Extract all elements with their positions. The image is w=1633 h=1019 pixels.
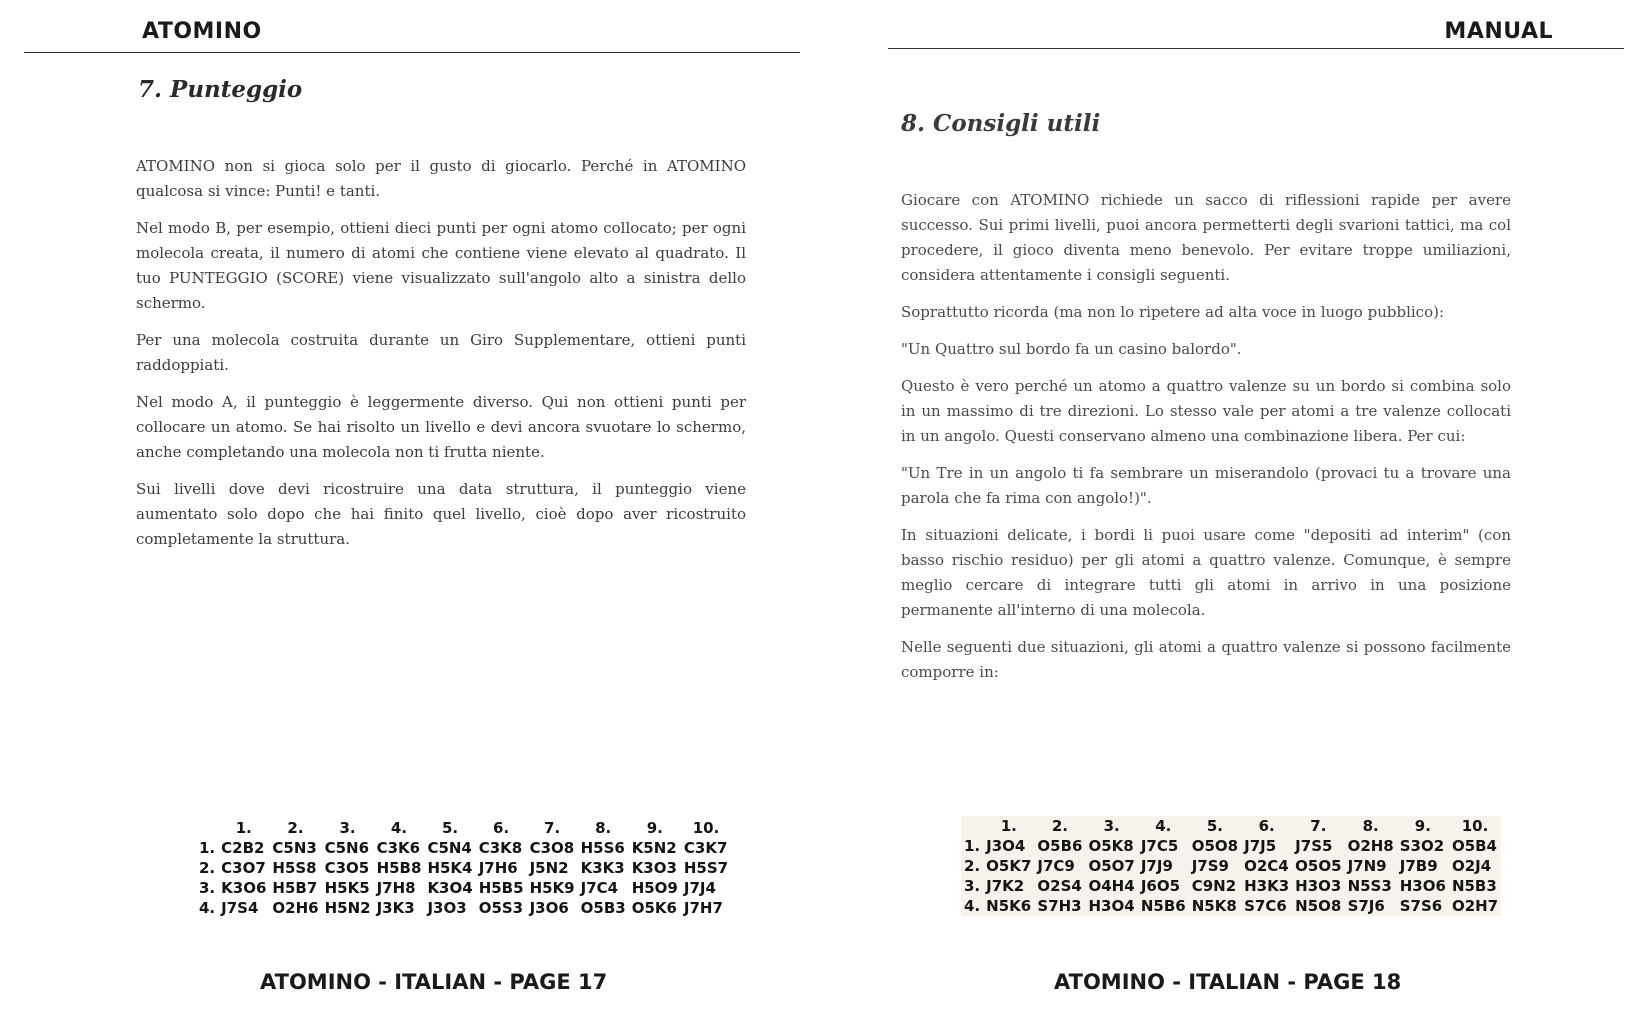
table-row bbox=[961, 836, 1501, 856]
level-code: J7C5 bbox=[1140, 837, 1179, 855]
column-header: 9. bbox=[646, 819, 663, 837]
table-row bbox=[196, 858, 731, 878]
column-header: 6. bbox=[493, 819, 510, 837]
level-code: J7S5 bbox=[1295, 837, 1333, 855]
level-code: N5K6 bbox=[986, 897, 1032, 915]
page-footer: ATOMINO - ITALIAN - PAGE 18 bbox=[1054, 970, 1402, 994]
level-code: O2H8 bbox=[1347, 837, 1394, 855]
column-header: 3. bbox=[1103, 817, 1120, 835]
column-header: 4. bbox=[1155, 817, 1172, 835]
corner-cell bbox=[196, 818, 218, 838]
level-code: C3O7 bbox=[221, 859, 266, 877]
table-row bbox=[961, 856, 1501, 876]
level-code: C3O5 bbox=[324, 859, 370, 877]
codes-header-row bbox=[196, 818, 731, 838]
paragraph: Questo è vero perché un atomo a quattro valenze su un bordo si combina solo in un massimo di tre direzioni. Lo stesso vale per atomi a tre valenze collocati in un angolo. Questi conservano almeno una combinazione libera. Per cui: bbox=[901, 377, 1511, 445]
level-code: H5K4 bbox=[427, 859, 473, 877]
level-code: O5B3 bbox=[580, 899, 626, 917]
paragraph: In situazioni delicate, i bordi li puoi usare come "depositi ad interim" (con basso rischio residuo) per gli atomi a quattro valenze. Comunque, è sempre meglio cercare di integrare tutti gli atomi in arrivo in una posizione permanente all'interno di una molecola. bbox=[901, 526, 1511, 619]
level-code: H5S7 bbox=[683, 859, 729, 877]
paragraph: Nel modo A, il punteggio è leggermente diverso. Qui non ottieni punti per collocare un atomo. Se hai risolto un livello e devi ancora svuotare lo schermo, anche completando una molecola non ti frutta niente. bbox=[136, 393, 746, 461]
body-text bbox=[136, 154, 746, 564]
level-code: K3O3 bbox=[631, 859, 677, 877]
column-header: 2. bbox=[287, 819, 304, 837]
level-code: J7J4 bbox=[683, 879, 716, 897]
corner-cell bbox=[961, 816, 983, 836]
level-code: N5O8 bbox=[1295, 897, 1342, 915]
level-code: O5K7 bbox=[986, 857, 1032, 875]
level-code: J7S9 bbox=[1191, 857, 1229, 875]
level-code: J7B9 bbox=[1399, 857, 1438, 875]
level-code: K3O6 bbox=[221, 879, 267, 897]
level-code: J7N9 bbox=[1347, 857, 1387, 875]
paragraph: "Un Tre in un angolo ti fa sembrare un miserandolo (provaci tu a trovare una parola che fa rima con angolo!)". bbox=[901, 464, 1511, 507]
level-code: N5S3 bbox=[1347, 877, 1392, 895]
level-code: C5N3 bbox=[272, 839, 317, 857]
paragraph: "Un Quattro sul bordo fa un casino balordo". bbox=[901, 340, 1242, 358]
level-code: O5O5 bbox=[1295, 857, 1342, 875]
level-code: O5O8 bbox=[1191, 837, 1239, 855]
level-code: S7S6 bbox=[1399, 897, 1443, 915]
table-row bbox=[196, 878, 731, 898]
level-code: J6O5 bbox=[1140, 877, 1181, 895]
level-code: H5N2 bbox=[324, 899, 371, 917]
level-code: S3O2 bbox=[1399, 837, 1445, 855]
level-code: S7C6 bbox=[1244, 897, 1287, 915]
codes-header-row bbox=[961, 816, 1501, 836]
column-header: 9. bbox=[1414, 817, 1431, 835]
level-code: C3K6 bbox=[376, 839, 421, 857]
row-label: 1. bbox=[964, 837, 981, 855]
level-code: C3K7 bbox=[683, 839, 728, 857]
level-code: J3K3 bbox=[376, 899, 415, 917]
level-code: H5O9 bbox=[631, 879, 678, 897]
level-code: H5B7 bbox=[272, 879, 318, 897]
level-code: C9N2 bbox=[1191, 877, 1237, 895]
row-label: 2. bbox=[199, 859, 216, 877]
row-label: 4. bbox=[964, 897, 981, 915]
level-code: C2B2 bbox=[221, 839, 265, 857]
column-header: 10. bbox=[692, 819, 720, 837]
level-code: H5B5 bbox=[478, 879, 524, 897]
level-code: O4H4 bbox=[1088, 877, 1135, 895]
column-header: 2. bbox=[1051, 817, 1068, 835]
row-label: 2. bbox=[964, 857, 981, 875]
level-code: S7H3 bbox=[1037, 897, 1082, 915]
column-header: 8. bbox=[595, 819, 612, 837]
level-code: S7J6 bbox=[1347, 897, 1385, 915]
level-code: H5S8 bbox=[272, 859, 317, 877]
column-header: 3. bbox=[339, 819, 356, 837]
level-code: J7J9 bbox=[1140, 857, 1173, 875]
level-code: O5K8 bbox=[1088, 837, 1134, 855]
column-header: 8. bbox=[1362, 817, 1379, 835]
level-code: O2J4 bbox=[1451, 857, 1492, 875]
column-header: 1. bbox=[1000, 817, 1017, 835]
section-title: 7. Punteggio bbox=[138, 76, 303, 103]
paragraph: ATOMINO non si gioca solo per il gusto di giocarlo. Perché in ATOMINO qualcosa si vince: Punti! e tanti. bbox=[136, 157, 746, 200]
level-code: J3O4 bbox=[986, 837, 1026, 855]
level-code: J5N2 bbox=[529, 859, 569, 877]
level-code: C5N4 bbox=[427, 839, 472, 857]
row-label: 1. bbox=[199, 839, 216, 857]
column-header: 7. bbox=[1310, 817, 1327, 835]
level-code: C3O8 bbox=[529, 839, 575, 857]
level-code: H5K5 bbox=[324, 879, 370, 897]
level-code: K3K3 bbox=[580, 859, 625, 877]
column-header: 1. bbox=[235, 819, 252, 837]
level-code: O2C4 bbox=[1244, 857, 1289, 875]
level-code: J3O3 bbox=[427, 899, 467, 917]
level-code: O5B6 bbox=[1037, 837, 1083, 855]
column-header: 10. bbox=[1461, 817, 1489, 835]
column-header: 4. bbox=[390, 819, 408, 837]
level-code: J3O6 bbox=[529, 899, 569, 917]
paragraph: Giocare con ATOMINO richiede un sacco di riflessioni rapide per avere successo. Sui primi livelli, puoi ancora permetterti degli svarioni tattici, ma col procedere, il gioco diventa meno benevolo. Per evitare troppe umiliazioni, considera attentamente i consigli seguenti. bbox=[901, 191, 1511, 284]
level-code: O2H7 bbox=[1451, 897, 1499, 915]
level-code: J7S4 bbox=[221, 899, 259, 917]
level-code: H3K3 bbox=[1244, 877, 1290, 895]
level-code: C3K8 bbox=[478, 839, 523, 857]
level-code: J7K2 bbox=[986, 877, 1025, 895]
level-code: K5N2 bbox=[631, 839, 677, 857]
level-code: H3O4 bbox=[1088, 897, 1135, 915]
level-code: O5O7 bbox=[1088, 857, 1135, 875]
column-header: 6. bbox=[1258, 817, 1275, 835]
paragraph: Soprattutto ricorda (ma non lo ripetere ad alta voce in luogo pubblico): bbox=[901, 303, 1445, 321]
row-label: 3. bbox=[199, 879, 216, 897]
level-code: O2H6 bbox=[272, 899, 319, 917]
paragraph: Sui livelli dove devi ricostruire una data struttura, il punteggio viene aumentato solo dopo che hai finito quel livello, cioè dopo aver ricostruito completamente la struttura. bbox=[136, 480, 746, 548]
level-code: H3O3 bbox=[1295, 877, 1342, 895]
paragraph: Nel modo B, per esempio, ottieni dieci punti per ogni atomo collocato; per ogni molecola creata, il numero di atomi che contiene viene elevato al quadrato. Il tuo PUNTEGGIO (SCORE) viene visualizzato sull'angolo alto a sinistra dello schermo. bbox=[136, 219, 746, 312]
level-code: J7H6 bbox=[478, 859, 518, 877]
level-code: C5N6 bbox=[324, 839, 370, 857]
level-code: K3O4 bbox=[427, 879, 473, 897]
row-label: 4. bbox=[199, 899, 216, 917]
header-rule bbox=[24, 52, 800, 53]
level-code: O5S3 bbox=[478, 899, 524, 917]
level-code: O5K6 bbox=[631, 899, 677, 917]
level-code: J7H7 bbox=[683, 899, 723, 917]
level-code: H5K9 bbox=[529, 879, 575, 897]
level-code: N5B6 bbox=[1140, 897, 1186, 915]
left-page bbox=[0, 0, 816, 1019]
right-page bbox=[816, 0, 1633, 1019]
table-row bbox=[961, 896, 1501, 916]
level-code: H3O6 bbox=[1399, 877, 1446, 895]
level-code: O5B4 bbox=[1451, 837, 1497, 855]
page-header: ATOMINO bbox=[142, 19, 262, 44]
level-code: H5B8 bbox=[376, 859, 422, 877]
column-header: 5. bbox=[1206, 817, 1223, 835]
level-code: N5B3 bbox=[1451, 877, 1497, 895]
level-code: J7C9 bbox=[1037, 857, 1075, 875]
table-row bbox=[196, 838, 731, 858]
column-header: 7. bbox=[544, 819, 561, 837]
page-footer: ATOMINO - ITALIAN - PAGE 17 bbox=[260, 970, 608, 994]
level-code: H5S6 bbox=[580, 839, 625, 857]
table-row bbox=[196, 898, 731, 918]
table-row bbox=[961, 876, 1501, 896]
column-header: 5. bbox=[441, 819, 459, 837]
level-code: J7H8 bbox=[376, 879, 416, 897]
level-code: O2S4 bbox=[1037, 877, 1082, 895]
row-label: 3. bbox=[964, 877, 981, 895]
paragraph: Per una molecola costruita durante un Giro Supplementare, ottieni punti raddoppiati. bbox=[136, 331, 746, 374]
section-title: 8. Consigli utili bbox=[901, 110, 1101, 137]
body-text bbox=[901, 188, 1511, 697]
paragraph: Nelle seguenti due situazioni, gli atomi a quattro valenze si possono facilmente comporre in: bbox=[901, 638, 1511, 681]
level-codes-table bbox=[196, 818, 731, 918]
level-code: J7C4 bbox=[580, 879, 619, 897]
level-code: J7J5 bbox=[1244, 837, 1277, 855]
header-rule bbox=[888, 48, 1624, 49]
page-header: MANUAL bbox=[1444, 19, 1553, 44]
level-codes-table bbox=[961, 816, 1501, 916]
level-code: N5K8 bbox=[1191, 897, 1237, 915]
